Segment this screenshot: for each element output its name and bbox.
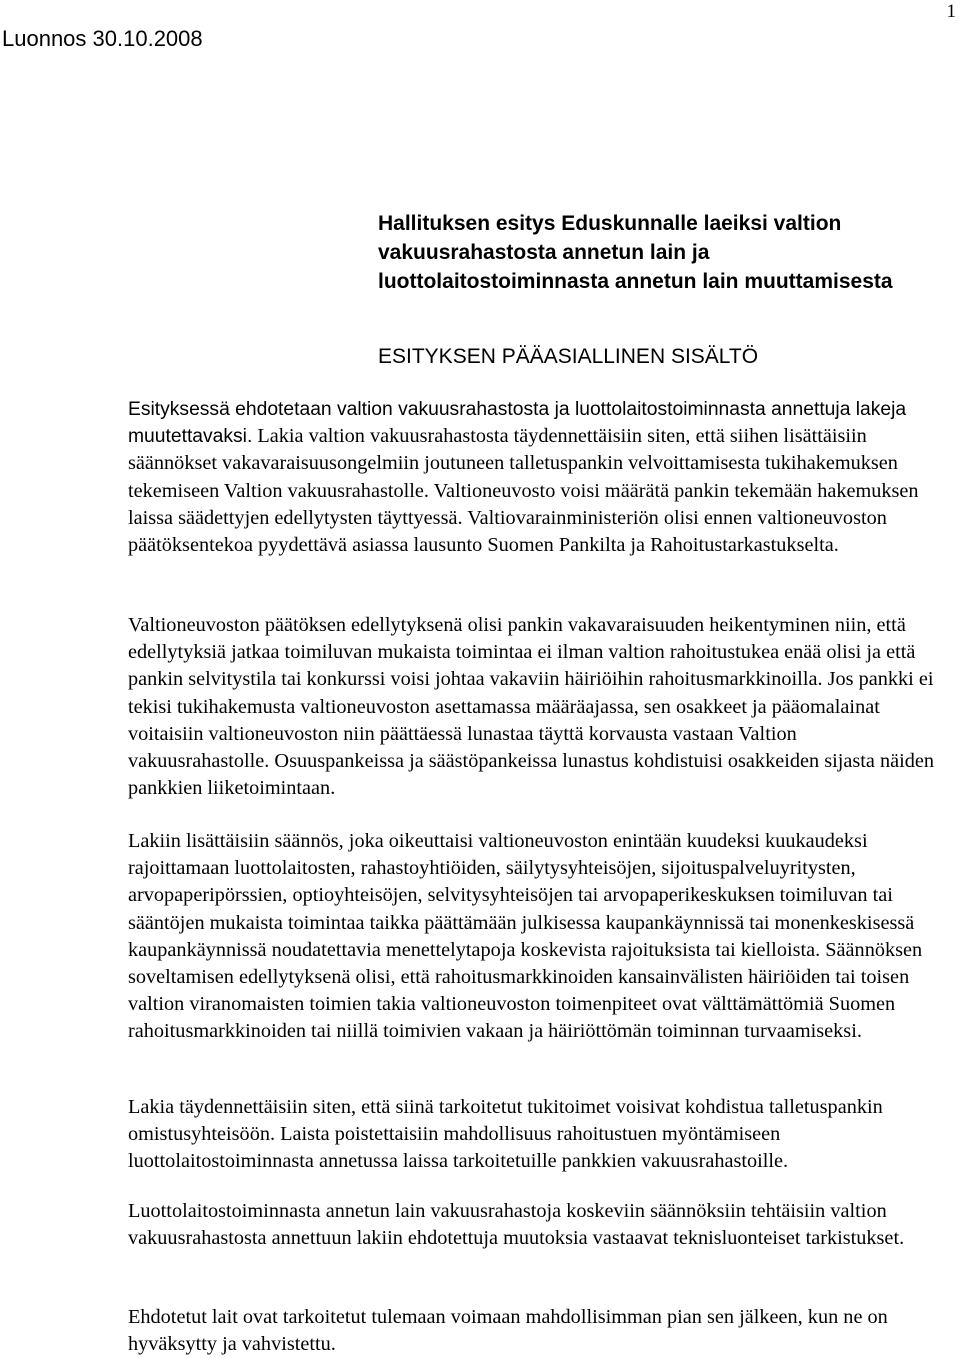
paragraph-5: Luottolaitostoiminnasta annetun lain vakuusrahastoja koskeviin säännöksiin tehtäisiin valtion vakuusrahastosta annettuun lakiin ehdotettuja muutoksia vastaavat teknisluonteiset tarkistukset. xyxy=(128,1200,905,1250)
paragraph-4: Lakia täydennettäisiin siten, että siinä tarkoitetut tukitoimet voisivat kohdistua talletuspankin omistusyhteisöön. Laista poistettaisiin mahdollisuus rahoitustuen myöntämiseen luottolaitostoiminnasta annetussa laissa tarkoitetuille pankkien vakuusrahastoille. xyxy=(128,1096,883,1173)
document-title: Hallituksen esitys Eduskunnalle laeiksi valtion vakuusrahastosta annetun lain ja luottolaitostoiminnasta annetun lain muuttamisesta xyxy=(378,212,893,293)
paragraph-6: Ehdotetut lait ovat tarkoitetut tulemaan voimaan mahdollisimman pian sen jälkeen, kun ne on hyväksytty ja vahvistettu. xyxy=(128,1306,888,1356)
paragraph-1-lead: Esityksessä ehdotetaan valtion vakuusrahastosta ja luottolaitostoiminnasta annettuja lakeja muutettavaksi. xyxy=(128,399,907,448)
paragraph-3: Lakiin lisättäisiin säännös, joka oikeuttaisi valtioneuvoston enintään kuudeksi kuukaudeksi rajoittamaan luottolaitosten, rahastoyhtiöiden, säilytysyhteisöjen, sijoituspalveluyritysten, arvopaperipörssien, optioyhteisöjen, selvitysyhteisöjen tai arvopaperikeskuksen toimiluvan tai sääntöjen mukaista toimintaa taikka päättämään julkisessa kaupankäynnissä tai monenkeskisessä kaupankäynnissä noudatettavia menettelytapoja koskevista rajoituksista tai kielloista. Säännöksen soveltamisen edellytyksenä olisi, että rahoitusmarkkinoiden kansainvälisten häiriöiden tai toisen valtion viranomaisten toimien takia valtioneuvoston toimenpiteet ovat välttämättömiä Suomen rahoitusmarkkinoiden tai niillä toimivien vakaan ja häiriöttömän toiminnan turvaamiseksi. xyxy=(128,830,923,1043)
paragraph-2: Valtioneuvoston päätöksen edellytyksenä olisi pankin vakavaraisuuden heikentyminen niin, että edellytyksiä jatkaa toimiluvan mukaista toimintaa ei ilman valtion rahoitustukea enää olisi ja että pankin selvitystila tai konkurssi voisi johtaa vakaviin häiriöihin rahoitusmarkkinoilla. Jos pankki ei tekisi tukihakemusta valtioneuvoston asettamassa määräajassa, sen osakkeet ja pääomalainat voitaisiin valtioneuvoston niin päättäessä lunastaa täyttä korvausta vastaan Valtion vakuusrahastolle. Osuuspankeissa ja säästöpankeissa lunastus kohdistuisi osakkeiden sijasta näiden pankkien liiketoimintaan. xyxy=(128,614,935,800)
draft-date-note: Luonnos 30.10.2008 xyxy=(2,26,203,51)
page-number: 1 xyxy=(946,1,956,22)
paragraph-1 xyxy=(128,396,936,559)
paragraph-1-text: Lakia valtion vakuusrahastosta täydennettäisiin siten, että siihen lisättäisiin säännökset vakavaraisuusongelmiin joutuneen talletuspankin velvoittamisesta tukihakemuksen tekemiseen Valtion vakuusrahastolle. Valtioneuvosto voisi määrätä pankin tekemään hakemuksen laissa säädettyjen edellytysten täyttyessä. Valtiovarainministeriön olisi ennen valtioneuvoston päätöksentekoa pyydettävä asiassa lausunto Suomen Pankilta ja Rahoitustarkastukselta. xyxy=(128,425,919,557)
section-heading: ESITYKSEN PÄÄASIALLINEN SISÄLTÖ xyxy=(378,345,759,368)
